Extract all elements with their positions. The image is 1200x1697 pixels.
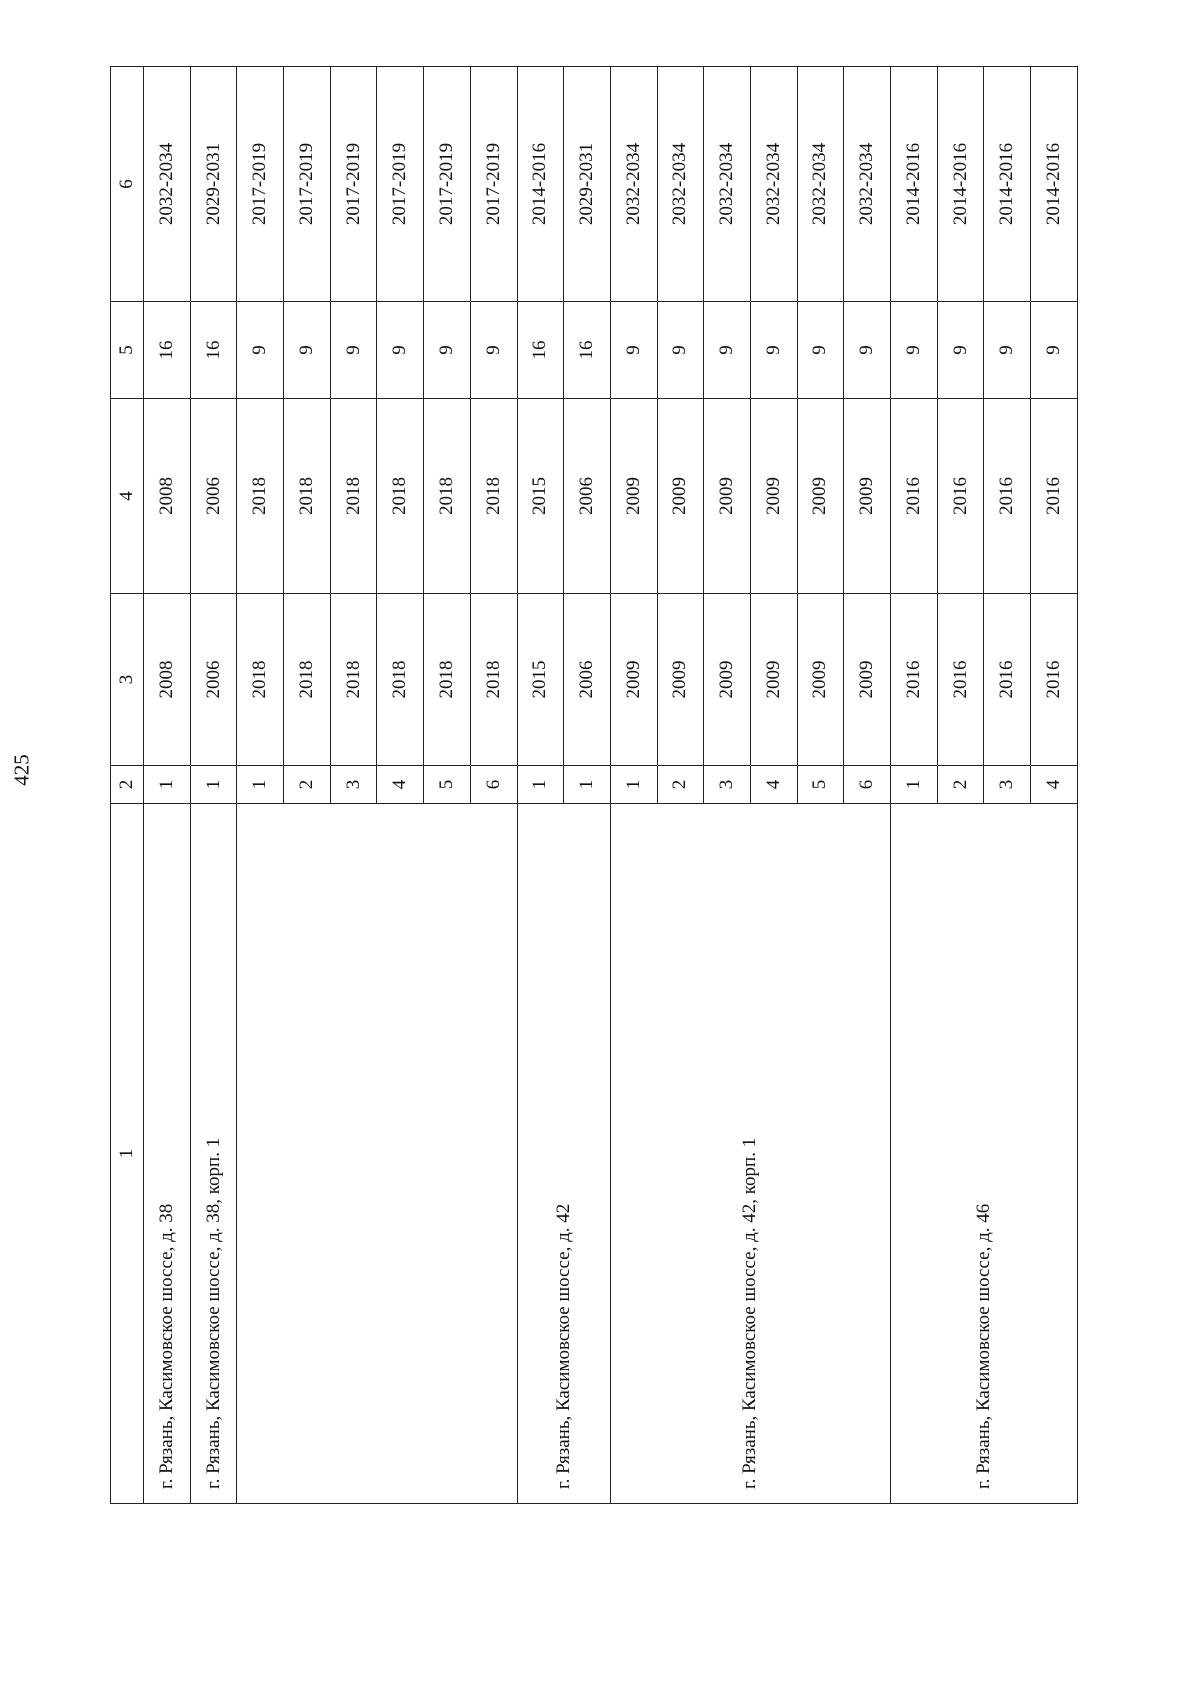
- year-cell: 2018: [470, 399, 517, 594]
- period-cell: 2014-2016: [1031, 67, 1078, 302]
- repair-schedule-table: [110, 66, 1078, 1504]
- entrance-number-cell: 5: [424, 766, 471, 804]
- year-cell: 2016: [984, 594, 1031, 766]
- header-row: [111, 67, 144, 1504]
- year-cell: 2006: [564, 594, 611, 766]
- entrance-number-cell: 2: [284, 766, 331, 804]
- year-cell: 2018: [284, 399, 331, 594]
- table-row: [517, 67, 564, 1504]
- year-cell: 2009: [844, 594, 891, 766]
- entrance-number-cell: 2: [657, 766, 704, 804]
- entrance-number-cell: 4: [377, 766, 424, 804]
- year-cell: 2016: [891, 399, 938, 594]
- period-cell: 2017-2019: [377, 67, 424, 302]
- year-cell: 2008: [144, 399, 191, 594]
- year-cell: 2018: [377, 399, 424, 594]
- floors-cell: 9: [750, 302, 797, 399]
- year-cell: 2009: [704, 399, 751, 594]
- year-cell: 2009: [657, 594, 704, 766]
- entrance-number-cell: 6: [470, 766, 517, 804]
- year-cell: 2018: [470, 594, 517, 766]
- entrance-number-cell: 6: [844, 766, 891, 804]
- column-header: 4: [111, 399, 144, 594]
- table-row: [610, 67, 657, 1504]
- floors-cell: 9: [424, 302, 471, 399]
- year-cell: 2016: [891, 594, 938, 766]
- year-cell: 2006: [190, 594, 237, 766]
- year-cell: 2016: [937, 594, 984, 766]
- year-cell: 2009: [610, 594, 657, 766]
- column-header: 2: [111, 766, 144, 804]
- floors-cell: 16: [190, 302, 237, 399]
- address-cell: г. Рязань, Касимовское шоссе, д. 38, корп. 1: [190, 804, 237, 1504]
- year-cell: 2009: [797, 399, 844, 594]
- entrance-number-cell: 5: [797, 766, 844, 804]
- year-cell: 2009: [704, 594, 751, 766]
- period-cell: 2014-2016: [891, 67, 938, 302]
- floors-cell: 16: [144, 302, 191, 399]
- table-row: [891, 67, 938, 1504]
- address-cell: г. Рязань, Касимовское шоссе, д. 42: [517, 804, 610, 1504]
- floors-cell: 9: [1031, 302, 1078, 399]
- year-cell: 2009: [797, 594, 844, 766]
- table-row: [237, 67, 284, 1504]
- entrance-number-cell: 1: [564, 766, 611, 804]
- entrance-number-cell: 1: [144, 766, 191, 804]
- year-cell: 2008: [144, 594, 191, 766]
- period-cell: 2032-2034: [610, 67, 657, 302]
- year-cell: 2015: [517, 399, 564, 594]
- floors-cell: 16: [517, 302, 564, 399]
- period-cell: 2032-2034: [657, 67, 704, 302]
- period-cell: 2017-2019: [330, 67, 377, 302]
- entrance-number-cell: 2: [937, 766, 984, 804]
- period-cell: 2032-2034: [704, 67, 751, 302]
- period-cell: 2017-2019: [470, 67, 517, 302]
- floors-cell: 9: [984, 302, 1031, 399]
- year-cell: 2009: [750, 594, 797, 766]
- column-header: 3: [111, 594, 144, 766]
- year-cell: 2016: [1031, 594, 1078, 766]
- floors-cell: 9: [284, 302, 331, 399]
- floors-cell: 9: [891, 302, 938, 399]
- floors-cell: 9: [470, 302, 517, 399]
- year-cell: 2009: [750, 399, 797, 594]
- entrance-number-cell: 1: [891, 766, 938, 804]
- year-cell: 2016: [984, 399, 1031, 594]
- year-cell: 2009: [657, 399, 704, 594]
- entrance-number-cell: 3: [330, 766, 377, 804]
- entrance-number-cell: 1: [517, 766, 564, 804]
- year-cell: 2018: [330, 399, 377, 594]
- floors-cell: 9: [797, 302, 844, 399]
- floors-cell: 9: [844, 302, 891, 399]
- period-cell: 2017-2019: [284, 67, 331, 302]
- year-cell: 2015: [517, 594, 564, 766]
- column-header: 1: [111, 804, 144, 1504]
- floors-cell: 16: [564, 302, 611, 399]
- period-cell: 2029-2031: [190, 67, 237, 302]
- period-cell: 2032-2034: [144, 67, 191, 302]
- column-header: 5: [111, 302, 144, 399]
- year-cell: 2016: [937, 399, 984, 594]
- address-cell: г. Рязань, Касимовское шоссе, д. 42, корп. 1: [610, 804, 890, 1504]
- entrance-number-cell: 3: [984, 766, 1031, 804]
- year-cell: 2006: [564, 399, 611, 594]
- page-number: 425: [9, 754, 34, 786]
- period-cell: 2032-2034: [844, 67, 891, 302]
- year-cell: 2016: [1031, 399, 1078, 594]
- year-cell: 2009: [610, 399, 657, 594]
- year-cell: 2006: [190, 399, 237, 594]
- rotated-table-container: [110, 67, 1078, 1504]
- year-cell: 2018: [330, 594, 377, 766]
- entrance-number-cell: 1: [190, 766, 237, 804]
- year-cell: 2009: [844, 399, 891, 594]
- year-cell: 2018: [377, 594, 424, 766]
- year-cell: 2018: [284, 594, 331, 766]
- floors-cell: 9: [610, 302, 657, 399]
- table-body: [144, 67, 1078, 1504]
- floors-cell: 9: [237, 302, 284, 399]
- year-cell: 2018: [237, 399, 284, 594]
- address-cell: г. Рязань, Касимовское шоссе, д. 46: [891, 804, 1078, 1504]
- floors-cell: 9: [377, 302, 424, 399]
- period-cell: 2017-2019: [237, 67, 284, 302]
- year-cell: 2018: [424, 399, 471, 594]
- entrance-number-cell: 1: [237, 766, 284, 804]
- year-cell: 2018: [424, 594, 471, 766]
- floors-cell: 9: [937, 302, 984, 399]
- floors-cell: 9: [330, 302, 377, 399]
- table-row: [144, 67, 191, 1504]
- entrance-number-cell: 4: [750, 766, 797, 804]
- column-header: 6: [111, 67, 144, 302]
- period-cell: 2032-2034: [750, 67, 797, 302]
- floors-cell: 9: [704, 302, 751, 399]
- year-cell: 2018: [237, 594, 284, 766]
- entrance-number-cell: 3: [704, 766, 751, 804]
- period-cell: 2014-2016: [984, 67, 1031, 302]
- period-cell: 2017-2019: [424, 67, 471, 302]
- period-cell: 2032-2034: [797, 67, 844, 302]
- address-cell: [237, 804, 517, 1504]
- entrance-number-cell: 1: [610, 766, 657, 804]
- period-cell: 2014-2016: [937, 67, 984, 302]
- period-cell: 2029-2031: [564, 67, 611, 302]
- table-row: [190, 67, 237, 1504]
- floors-cell: 9: [657, 302, 704, 399]
- address-cell: г. Рязань, Касимовское шоссе, д. 38: [144, 804, 191, 1504]
- period-cell: 2014-2016: [517, 67, 564, 302]
- entrance-number-cell: 4: [1031, 766, 1078, 804]
